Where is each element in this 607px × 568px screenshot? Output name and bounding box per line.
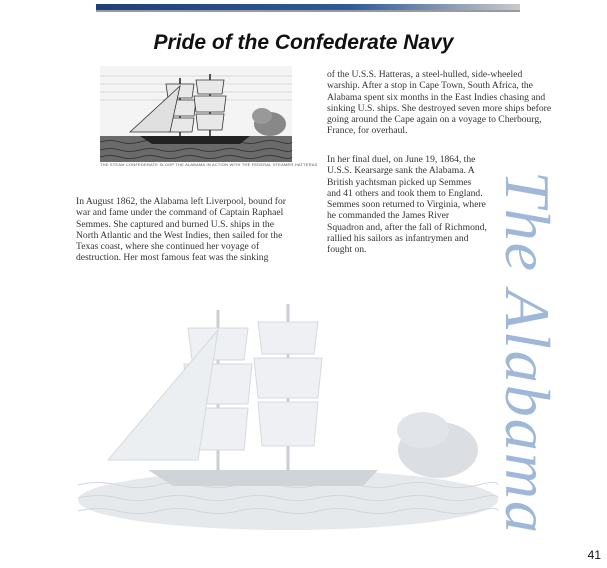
ship-watermark-illustration [78,300,498,530]
page-number: 41 [587,548,601,562]
body-column-right [327,69,552,146]
paragraph-hatteras: of the U.S.S. Hatteras, a steel-hulled, side-wheeled warship. After a stop in Cape Town, South Africa, the Alabama spent six months in the East Indies chasing and sinking U.S. ships. She destroyed seven more ships before going around the Cape again on a voyage to Cherbourg, France, for overhaul. [327,69,552,137]
illustration-caption: THE STEAM CONFEDERATE SLOOP THE ALABAMA IN ACTION WITH THE FEDERAL STEAMER HATTERAS [100,162,318,167]
paragraph-intro: In August 1862, the Alabama left Liverpool, bound for war and fame under the command of Captain Raphael Semmes. She captured and burned U.S. ships in the North Atlantic and the West Indies, then sailed for the Texas coast, where she continued her voyage of destruction. Her most famous feat was the sinking [76,196,286,264]
paragraph-final-duel: In her final duel, on June 19, 1864, the U.S.S. Kearsarge sank the Alabama. A British yachtsman picked up Semmes and 41 others and took them to England. Semmes soon returned to Virginia, where he commanded the James River Squadron and, after the fall of Richmond, rallied his sailors as infantrymen and fought on. [327,154,487,256]
ship-engraving-illustration [100,66,292,162]
vertical-section-title [492,138,563,568]
body-column-left [76,196,298,273]
vertical-title-text: The Alabama [492,171,563,535]
body-column-right-lower [327,154,487,265]
page-title: Pride of the Confederate Navy [153,31,454,54]
header-accent-bar-shadow [96,10,520,12]
